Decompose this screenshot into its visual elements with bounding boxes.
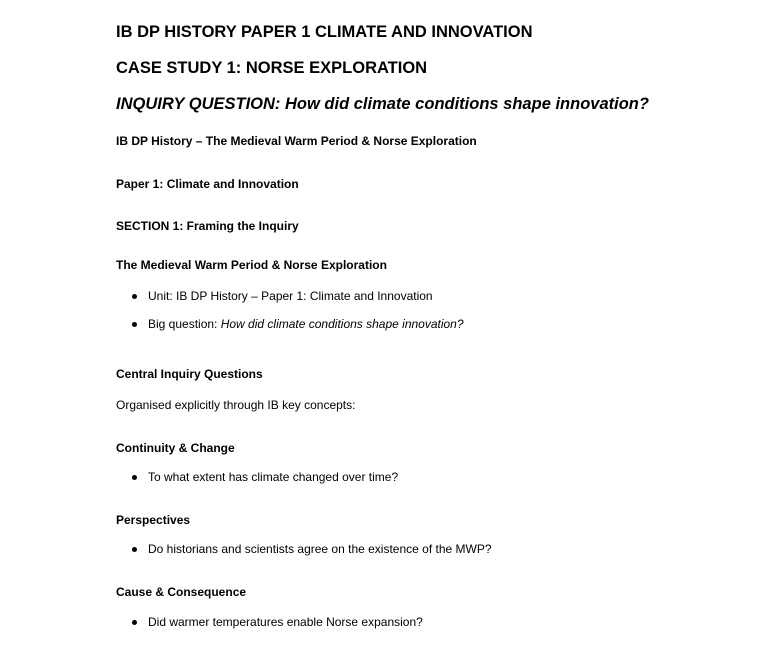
concept-title-continuity-change: Continuity & Change [116,441,235,455]
inquiry-question-heading: INQUIRY QUESTION: How did climate conditions shape innovation? [116,95,649,113]
topic-title: The Medieval Warm Period & Norse Exploration [116,258,387,272]
list-item-text [148,317,464,331]
bullet-icon [132,620,137,625]
list-item-text: To what extent has climate changed over time? [148,470,399,484]
big-question-text: How did climate conditions shape innovation? [220,317,464,331]
bullet-icon [132,547,137,552]
concept-title-cause-consequence: Cause & Consequence [116,585,247,599]
case-study-heading: CASE STUDY 1: NORSE EXPLORATION [116,59,428,77]
list-item-text: Do historians and scientists agree on the existence of the MWP? [148,542,492,556]
main-heading: IB DP HISTORY PAPER 1 CLIMATE AND INNOVATION [116,23,533,41]
bullet-icon [132,322,137,327]
paper-subtitle: Paper 1: Climate and Innovation [116,177,299,191]
big-question-label: Big question: [148,317,221,331]
course-subtitle: IB DP History – The Medieval Warm Period & Norse Exploration [116,134,477,148]
list-item-text: Unit: IB DP History – Paper 1: Climate and Innovation [148,289,433,303]
bullet-icon [132,294,137,299]
central-inquiry-intro: Organised explicitly through IB key concepts: [116,398,356,412]
bullet-icon [132,475,137,480]
concept-title-perspectives: Perspectives [116,513,191,527]
list-item-text: Did warmer temperatures enable Norse expansion? [148,615,423,629]
central-inquiry-title: Central Inquiry Questions [116,367,263,381]
section-1-title: SECTION 1: Framing the Inquiry [116,219,299,233]
